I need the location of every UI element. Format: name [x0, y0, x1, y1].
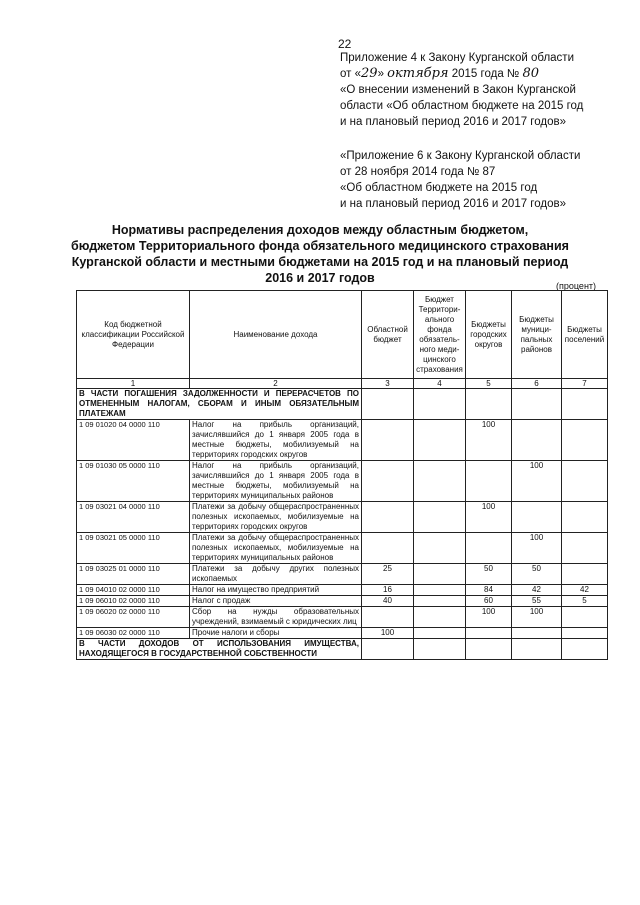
title-line-1: Нормативы распределения доходов между областным бюджетом,	[111, 223, 529, 237]
page-number: 22	[338, 37, 352, 51]
row-name: Налог на прибыль организаций, зачислявшийся до 1 января 2005 года в местные бюджеты, мобилизуемый на территориях городских округов	[190, 420, 362, 461]
title-line-2: бюджетом Территориального фонда обязательного медицинского страхования	[71, 239, 569, 253]
value-municipal	[512, 502, 562, 533]
handwritten-day: 29	[361, 66, 378, 81]
value-regional: 100	[362, 628, 414, 639]
row-name: Платежи за добычу общераспространенных полезных ископаемых, мобилизуемые на территориях муниципальных районов	[190, 533, 362, 564]
header-regional: Областной бюджет	[362, 291, 414, 379]
value-regional	[362, 420, 414, 461]
column-number: 3	[362, 379, 414, 389]
value-municipal: 100	[512, 461, 562, 502]
value-municipal: 100	[512, 533, 562, 564]
document-title	[40, 222, 600, 286]
table-row	[77, 564, 608, 585]
value-municipal: 100	[512, 607, 562, 628]
row-name: Платежи за добычу других полезных ископаемых	[190, 564, 362, 585]
value-regional	[362, 607, 414, 628]
row-code: 1 09 06010 02 0000 110	[77, 596, 190, 607]
appendix-line-1: Приложение 4 к Закону Курганской области	[340, 52, 574, 64]
table-header-row	[77, 291, 608, 379]
value-settlement	[562, 420, 608, 461]
value-regional: 40	[362, 596, 414, 607]
header-name: Наименование дохода	[190, 291, 362, 379]
appendix-line-3: «О внесении изменений в Закон Курганской	[340, 84, 576, 96]
table-row	[77, 596, 608, 607]
row-code: 1 09 01020 04 0000 110	[77, 420, 190, 461]
value-city: 100	[466, 420, 512, 461]
table-row	[77, 502, 608, 533]
row-name: Платежи за добычу общераспространенных полезных ископаемых, мобилизуемые на территориях городских округов	[190, 502, 362, 533]
section-heading: В ЧАСТИ ДОХОДОВ ОТ ИСПОЛЬЗОВАНИЯ ИМУЩЕСТВА, НАХОДЯЩЕГОСЯ В ГОСУДАРСТВЕННОЙ СОБСТВЕННОСТИ	[77, 639, 362, 660]
table-row	[77, 585, 608, 596]
value-tfoms	[414, 420, 466, 461]
value-settlement	[562, 564, 608, 585]
appendix-line-4: области «Об областном бюджете на 2015 год	[340, 100, 584, 112]
revenue-table	[76, 290, 608, 660]
row-code: 1 09 03025 01 0000 110	[77, 564, 190, 585]
value-city: 50	[466, 564, 512, 585]
value-city: 100	[466, 607, 512, 628]
value-settlement	[562, 607, 608, 628]
header-settlement: Бюджеты поселений	[562, 291, 608, 379]
handwritten-number: 80	[522, 66, 539, 81]
row-code: 1 09 06030 02 0000 110	[77, 628, 190, 639]
table-row	[77, 461, 608, 502]
reference-line-3: «Об областном бюджете на 2015 год	[340, 182, 538, 194]
appendix-line-2: от «29» октября 2015 года № 80	[340, 66, 539, 81]
row-name: Налог с продаж	[190, 596, 362, 607]
column-number: 1	[77, 379, 190, 389]
header-city: Бюджеты городских округов	[466, 291, 512, 379]
row-name: Налог на имущество предприятий	[190, 585, 362, 596]
value-municipal: 50	[512, 564, 562, 585]
table-row	[77, 533, 608, 564]
header-code: Код бюджетной классификации Российской Федерации	[77, 291, 190, 379]
value-city: 60	[466, 596, 512, 607]
value-tfoms	[414, 564, 466, 585]
value-municipal: 55	[512, 596, 562, 607]
value-regional	[362, 533, 414, 564]
table-row	[77, 420, 608, 461]
value-tfoms	[414, 607, 466, 628]
reference-line-2: от 28 ноября 2014 года № 87	[340, 166, 496, 178]
handwritten-month: октября	[387, 66, 449, 81]
header-municipal: Бюджеты муниципальных районов	[512, 291, 562, 379]
value-regional: 16	[362, 585, 414, 596]
value-tfoms	[414, 596, 466, 607]
column-number: 6	[512, 379, 562, 389]
row-code: 1 09 04010 02 0000 110	[77, 585, 190, 596]
appendix-block	[340, 50, 630, 130]
value-tfoms	[414, 533, 466, 564]
row-code: 1 09 06020 02 0000 110	[77, 607, 190, 628]
value-municipal	[512, 628, 562, 639]
column-number: 5	[466, 379, 512, 389]
value-settlement: 5	[562, 596, 608, 607]
value-municipal	[512, 420, 562, 461]
reference-line-1: «Приложение 6 к Закону Курганской области	[340, 150, 581, 162]
row-code: 1 09 03021 04 0000 110	[77, 502, 190, 533]
value-regional: 25	[362, 564, 414, 585]
header-tfoms: Бюджет Территориального фонда обязательного медицинского страхования	[414, 291, 466, 379]
row-name: Сбор на нужды образовательных учреждений, взимаемый с юридических лиц	[190, 607, 362, 628]
value-city: 84	[466, 585, 512, 596]
row-name: Налог на прибыль организаций, зачислявшийся до 1 января 2005 года в местные бюджеты, мобилизуемый на территориях муниципальных районов	[190, 461, 362, 502]
value-settlement	[562, 502, 608, 533]
value-municipal: 42	[512, 585, 562, 596]
title-line-3: Курганской области и местными бюджетами на 2015 год и на плановый период	[71, 255, 569, 269]
value-city	[466, 533, 512, 564]
row-code: 1 09 01030 05 0000 110	[77, 461, 190, 502]
column-number: 7	[562, 379, 608, 389]
value-city: 100	[466, 502, 512, 533]
value-tfoms	[414, 585, 466, 596]
value-settlement	[562, 461, 608, 502]
title-line-4: 2016 и 2017 годов	[265, 271, 375, 285]
value-settlement	[562, 533, 608, 564]
reference-block	[340, 148, 630, 212]
value-regional	[362, 502, 414, 533]
column-number-row	[77, 379, 608, 389]
value-tfoms	[414, 628, 466, 639]
row-code: 1 09 03021 05 0000 110	[77, 533, 190, 564]
value-regional	[362, 461, 414, 502]
value-tfoms	[414, 461, 466, 502]
value-city	[466, 461, 512, 502]
value-city	[466, 628, 512, 639]
value-settlement: 42	[562, 585, 608, 596]
value-settlement	[562, 628, 608, 639]
value-tfoms	[414, 502, 466, 533]
table-row	[77, 628, 608, 639]
section-heading: В ЧАСТИ ПОГАШЕНИЯ ЗАДОЛЖЕННОСТИ И ПЕРЕРАСЧЕТОВ ПО ОТМЕНЕННЫМ НАЛОГАМ, СБОРАМ И ИНЫМ ОБЯЗАТЕЛЬНЫМ ПЛАТЕЖАМ	[77, 389, 362, 420]
section-row	[77, 389, 608, 420]
unit-label: (процент)	[556, 281, 597, 291]
column-number: 2	[190, 379, 362, 389]
section-row	[77, 639, 608, 660]
column-number: 4	[414, 379, 466, 389]
table-row	[77, 607, 608, 628]
appendix-line-5: и на плановый период 2016 и 2017 годов»	[340, 116, 566, 128]
reference-line-4: и на плановый период 2016 и 2017 годов»	[340, 198, 566, 210]
row-name: Прочие налоги и сборы	[190, 628, 362, 639]
